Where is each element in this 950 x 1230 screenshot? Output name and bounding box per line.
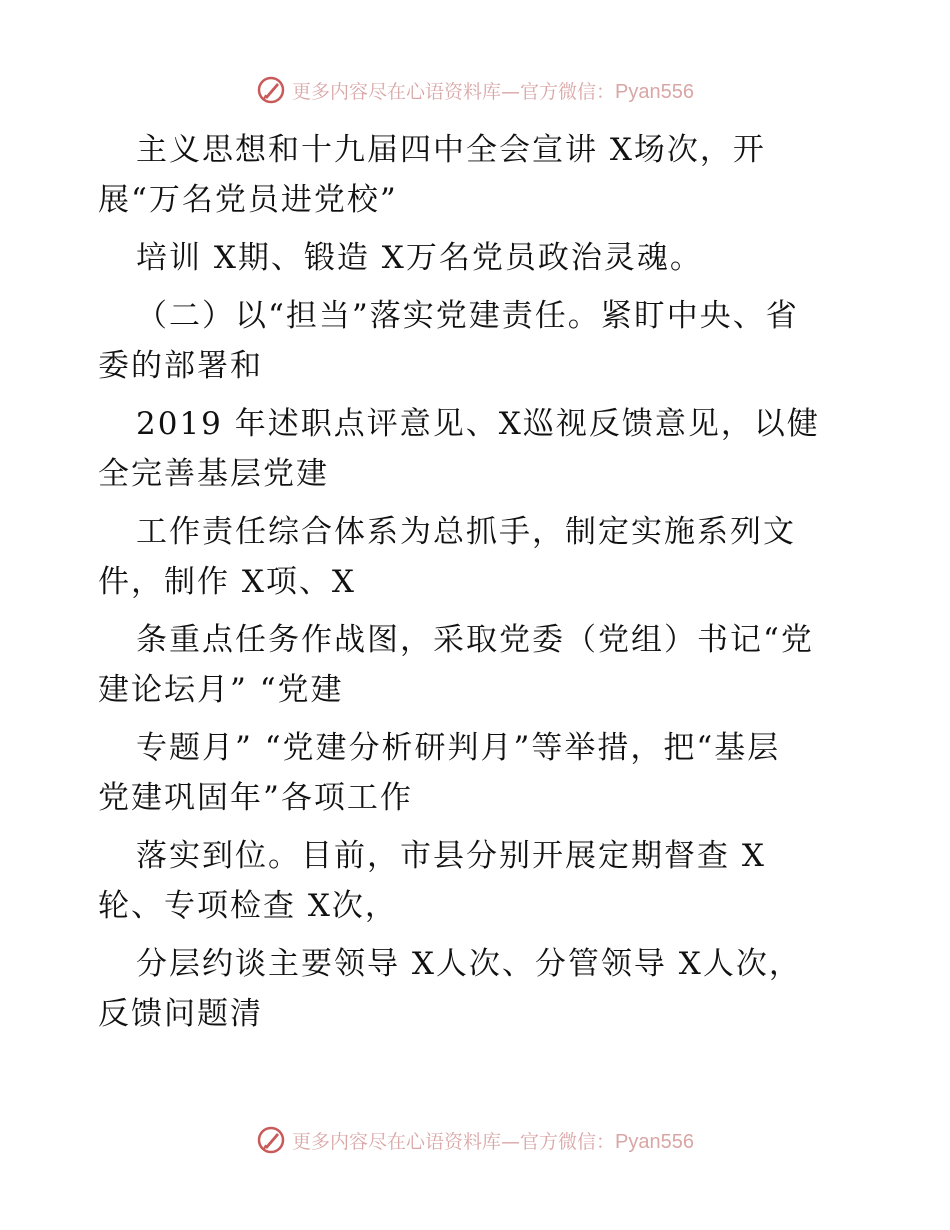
text-line: 工作责任综合体系为总抓手，制定实施系列文 [136,514,796,550]
text-line: 分层约谈主要领导 X人次、分管领导 X人次， [136,946,802,982]
text-line: 委的部署和 [98,348,263,384]
text-line: 专题月” “党建分析研判月”等举措，把“基层 [136,730,781,766]
text-line: （二）以“担当”落实党建责任。紧盯中央、省 [136,298,799,334]
text-line: 培训 X期、锻造 X万名党员政治灵魂。 [136,240,703,276]
text-line: 条重点任务作战图，采取党委（党组）书记“党 [136,622,814,658]
quill-pen-icon [256,1125,286,1155]
footer-watermark [0,1120,950,1160]
watermark-id: Pyan556 [615,1130,694,1153]
text-line: 2019 年述职点评意见、X巡视反馈意见，以健 [136,406,820,442]
text-line: 主义思想和十九届四中全会宣讲 X场次，开 [136,132,766,168]
text-line: 展“万名党员进党校” [98,182,398,218]
watermark-text: 更多内容尽在心语资料库—官方微信： [292,80,616,103]
text-line: 全完善基层党建 [98,456,329,492]
text-line: 件，制作 X项、X [98,564,356,600]
text-line: 落实到位。目前，市县分别开展定期督查 X [136,838,766,874]
watermark-id: Pyan556 [615,80,694,103]
quill-pen-icon [256,75,286,105]
text-line: 党建巩固年”各项工作 [98,780,413,816]
text-line: 建论坛月” “党建 [98,672,344,708]
text-line: 反馈问题清 [98,996,263,1032]
watermark-text: 更多内容尽在心语资料库—官方微信： [292,1130,616,1153]
header-watermark [0,70,950,110]
text-line: 轮、专项检查 X次， [98,888,398,924]
document-body [98,125,868,1039]
